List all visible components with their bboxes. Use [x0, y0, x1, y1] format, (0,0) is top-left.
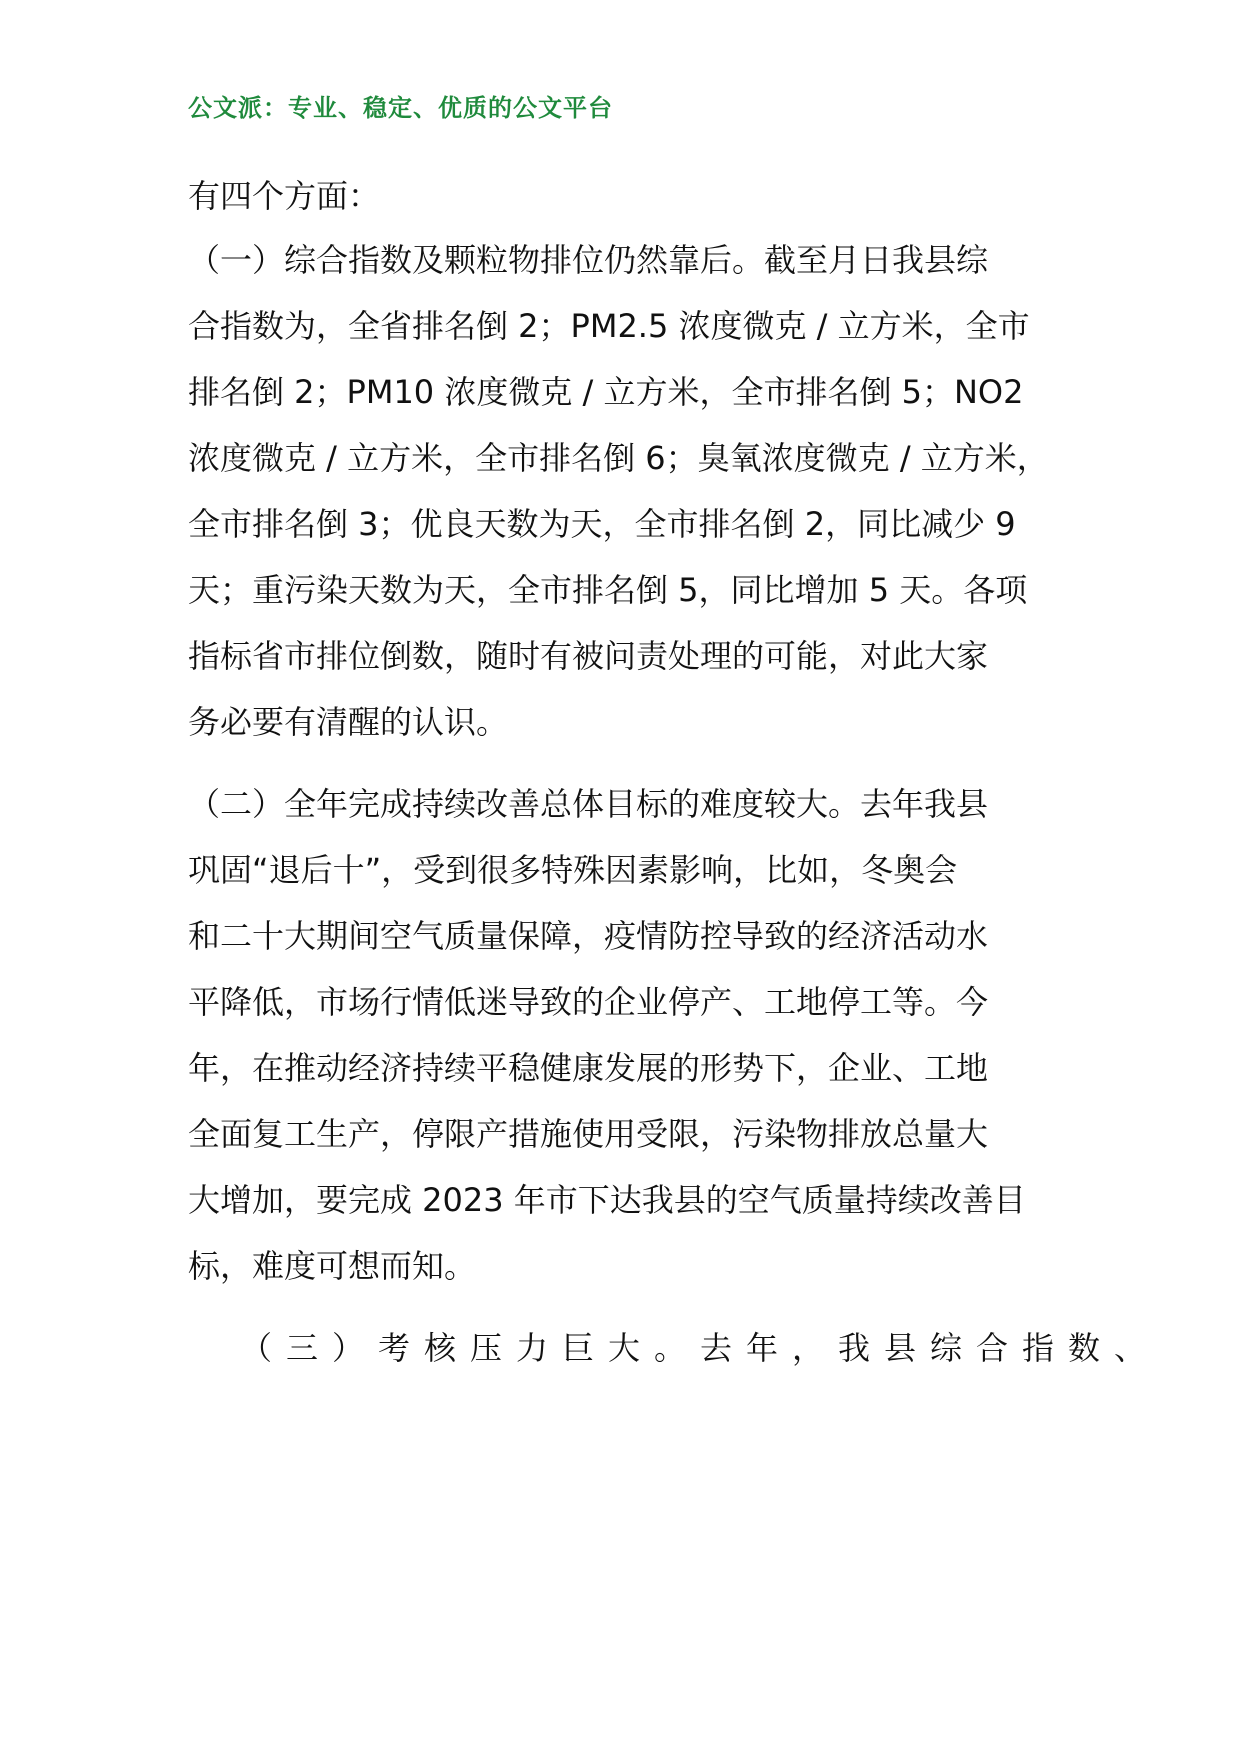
- paragraph-line: 指标省市排位倒数，随时有被问责处理的可能，对此大家: [188, 637, 989, 675]
- paragraph-line: 大增加，要完成 2023 年市下达我县的空气质量持续改善目: [188, 1181, 1026, 1219]
- paragraph-line: 浓度微克 / 立方米，全市排名倒 6；臭氧浓度微克 / 立方米，: [188, 439, 1049, 477]
- paragraph-line: 年，在推动经济持续平稳健康发展的形势下，企业、工地: [188, 1049, 989, 1087]
- paragraph-line: 天；重污染天数为天，全市排名倒 5，同比增加 5 天。各项: [188, 571, 1028, 609]
- paragraph-line: 和二十大期间空气质量保障，疫情防控导致的经济活动水: [188, 917, 989, 955]
- paragraph-line: 巩固“退后十”，受到很多特殊因素影响，比如，冬奥会: [188, 851, 958, 889]
- paragraph-line: 全市排名倒 3；优良天数为天，全市排名倒 2，同比减少 9: [188, 505, 1016, 543]
- paragraph-line: 全面复工生产，停限产措施使用受限，污染物排放总量大: [188, 1115, 989, 1153]
- paragraph-line: 有四个方面：: [188, 177, 381, 215]
- paragraph-line: 标，难度可想而知。: [188, 1247, 477, 1285]
- paragraph-line: （一）综合指数及颗粒物排位仍然靠后。截至月日我县综: [188, 241, 989, 279]
- paragraph-line: 平降低，市场行情低迷导致的企业停产、工地停工等。今: [188, 983, 989, 1021]
- paragraph-line: 合指数为，全省排名倒 2；PM2.5 浓度微克 / 立方米，全市: [188, 307, 1030, 345]
- paragraph-line: 务必要有清醒的认识。: [188, 703, 509, 741]
- paragraph-line: （二）全年完成持续改善总体目标的难度较大。去年我县: [188, 785, 989, 823]
- paragraph-line: 排名倒 2；PM10 浓度微克 / 立方米，全市排名倒 5；NO2: [188, 373, 1024, 411]
- paragraph-line: （三）考核压力巨大。去年，我县综合指数、: [240, 1329, 1161, 1367]
- site-header-title: 公文派：专业、稳定、优质的公文平台: [188, 94, 613, 122]
